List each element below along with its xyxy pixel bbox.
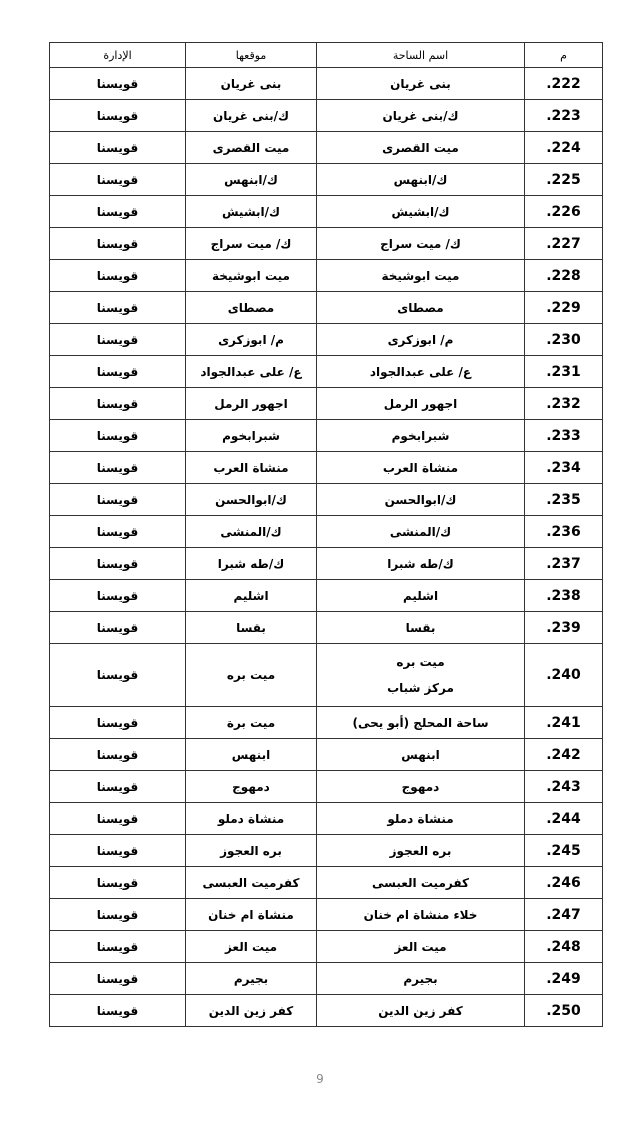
row-number: .237: [525, 548, 603, 580]
row-administration: قويسنا: [50, 899, 186, 931]
table-row: [50, 516, 603, 548]
row-administration: قويسنا: [50, 548, 186, 580]
table-row: [50, 292, 603, 324]
row-administration: قويسنا: [50, 132, 186, 164]
row-number: .236: [525, 516, 603, 548]
row-number: .233: [525, 420, 603, 452]
table-row: [50, 452, 603, 484]
row-administration: قويسنا: [50, 292, 186, 324]
row-square-name: ك/ ميت سراج: [317, 228, 525, 260]
row-location: دمهوج: [186, 771, 317, 803]
row-square-name: ك/ابوالحسن: [317, 484, 525, 516]
table-row: [50, 68, 603, 100]
row-location: شبرابخوم: [186, 420, 317, 452]
row-administration: قويسنا: [50, 164, 186, 196]
table-row: [50, 931, 603, 963]
row-location: بجيرم: [186, 963, 317, 995]
row-number: .239: [525, 612, 603, 644]
header-administration: الإدارة: [50, 43, 186, 68]
header-number: م: [525, 43, 603, 68]
header-square-name: اسم الساحة: [317, 43, 525, 68]
row-square-name: منشاة دملو: [317, 803, 525, 835]
row-number: .228: [525, 260, 603, 292]
row-number: .231: [525, 356, 603, 388]
row-number: .247: [525, 899, 603, 931]
row-square-name: ابنهس: [317, 739, 525, 771]
row-square-name: ك/المنشى: [317, 516, 525, 548]
row-square-name: بره العجوز: [317, 835, 525, 867]
table-row: [50, 963, 603, 995]
row-square-name: ساحة المحلج (أبو يحى): [317, 707, 525, 739]
row-square-name: ك/طه شبرا: [317, 548, 525, 580]
row-administration: قويسنا: [50, 707, 186, 739]
square-name-line-2: مركز شباب: [387, 681, 454, 695]
row-location: ميت بره: [186, 644, 317, 707]
row-administration: قويسنا: [50, 452, 186, 484]
row-number: .238: [525, 580, 603, 612]
table-row: [50, 388, 603, 420]
header-location: موقعها: [186, 43, 317, 68]
row-number: .240: [525, 644, 603, 707]
table-row: [50, 164, 603, 196]
row-square-name: كفرميت العبسى: [317, 867, 525, 899]
row-square-name: بنى غريان: [317, 68, 525, 100]
row-square-name: اجهور الرمل: [317, 388, 525, 420]
row-location: بقسا: [186, 612, 317, 644]
row-location: ك/ابشيش: [186, 196, 317, 228]
row-number: .242: [525, 739, 603, 771]
row-administration: قويسنا: [50, 324, 186, 356]
row-number: .226: [525, 196, 603, 228]
row-administration: قويسنا: [50, 196, 186, 228]
table-row: [50, 867, 603, 899]
row-square-name: ك/ابنهس: [317, 164, 525, 196]
table-row: [50, 260, 603, 292]
row-number: .223: [525, 100, 603, 132]
row-administration: قويسنا: [50, 867, 186, 899]
table-row: [50, 707, 603, 739]
table-row: [50, 356, 603, 388]
row-square-name: شبرابخوم: [317, 420, 525, 452]
table-row: [50, 771, 603, 803]
row-administration: قويسنا: [50, 931, 186, 963]
row-location: ميت ابوشيخة: [186, 260, 317, 292]
row-square-name: [317, 644, 525, 707]
row-number: .248: [525, 931, 603, 963]
row-administration: قويسنا: [50, 580, 186, 612]
table-row: [50, 100, 603, 132]
row-administration: قويسنا: [50, 771, 186, 803]
row-square-name: ع/ على عبدالجواد: [317, 356, 525, 388]
square-name-line-1: ميت بره: [396, 655, 445, 669]
row-location: ابنهس: [186, 739, 317, 771]
row-administration: قويسنا: [50, 484, 186, 516]
table-row: [50, 420, 603, 452]
row-square-name: كفر زين الدين: [317, 995, 525, 1027]
row-location: ك/ابنهس: [186, 164, 317, 196]
row-location: منشاة دملو: [186, 803, 317, 835]
table-row: [50, 803, 603, 835]
row-square-name: ك/بنى غريان: [317, 100, 525, 132]
row-number: .225: [525, 164, 603, 196]
row-number: .245: [525, 835, 603, 867]
table-row: [50, 899, 603, 931]
table-body: [50, 68, 603, 1027]
table-row: [50, 739, 603, 771]
row-location: ك/ابوالحسن: [186, 484, 317, 516]
row-administration: قويسنا: [50, 100, 186, 132]
row-number: .246: [525, 867, 603, 899]
table-row: [50, 228, 603, 260]
row-location: اجهور الرمل: [186, 388, 317, 420]
row-location: مصطاى: [186, 292, 317, 324]
row-location: ك/المنشى: [186, 516, 317, 548]
row-location: ك/بنى غريان: [186, 100, 317, 132]
squares-table: [49, 42, 603, 1027]
row-location: ك/طه شبرا: [186, 548, 317, 580]
row-number: .229: [525, 292, 603, 324]
row-administration: قويسنا: [50, 963, 186, 995]
row-square-name: ك/ابشيش: [317, 196, 525, 228]
row-number: .243: [525, 771, 603, 803]
row-administration: قويسنا: [50, 356, 186, 388]
row-administration: قويسنا: [50, 260, 186, 292]
row-square-name: منشاة العرب: [317, 452, 525, 484]
row-administration: قويسنا: [50, 835, 186, 867]
row-administration: قويسنا: [50, 995, 186, 1027]
row-number: .230: [525, 324, 603, 356]
row-number: .234: [525, 452, 603, 484]
row-number: .235: [525, 484, 603, 516]
row-location: بره العجوز: [186, 835, 317, 867]
row-administration: قويسنا: [50, 644, 186, 707]
row-number: .249: [525, 963, 603, 995]
page-number: 9: [316, 1072, 324, 1086]
table-row: [50, 196, 603, 228]
row-number: .227: [525, 228, 603, 260]
row-number: .222: [525, 68, 603, 100]
row-square-name: ميت العز: [317, 931, 525, 963]
row-administration: قويسنا: [50, 420, 186, 452]
row-square-name: ميت ابوشيخة: [317, 260, 525, 292]
table-row: [50, 324, 603, 356]
row-number: .241: [525, 707, 603, 739]
row-location: ك/ ميت سراج: [186, 228, 317, 260]
table-row: [50, 835, 603, 867]
row-location: ميت العز: [186, 931, 317, 963]
table-row: [50, 644, 603, 707]
table-row: [50, 580, 603, 612]
row-square-name: مصطاى: [317, 292, 525, 324]
row-administration: قويسنا: [50, 803, 186, 835]
row-square-name: م/ ابوزكرى: [317, 324, 525, 356]
row-location: كفرميت العبسى: [186, 867, 317, 899]
row-square-name: خلاء منشاة ام خنان: [317, 899, 525, 931]
table-row: [50, 484, 603, 516]
table-header-row: [50, 43, 603, 68]
row-administration: قويسنا: [50, 388, 186, 420]
row-square-name: دمهوج: [317, 771, 525, 803]
row-location: بنى غريان: [186, 68, 317, 100]
table-row: [50, 132, 603, 164]
row-number: .250: [525, 995, 603, 1027]
row-square-name: بقسا: [317, 612, 525, 644]
row-location: ميت القصرى: [186, 132, 317, 164]
row-administration: قويسنا: [50, 516, 186, 548]
row-number: .232: [525, 388, 603, 420]
row-location: منشاة العرب: [186, 452, 317, 484]
row-square-name: ميت القصرى: [317, 132, 525, 164]
table-row: [50, 612, 603, 644]
row-number: .224: [525, 132, 603, 164]
row-location: منشاة ام خنان: [186, 899, 317, 931]
row-administration: قويسنا: [50, 612, 186, 644]
row-location: ع/ على عبدالجواد: [186, 356, 317, 388]
row-administration: قويسنا: [50, 228, 186, 260]
row-square-name: بجيرم: [317, 963, 525, 995]
row-location: م/ ابوزكرى: [186, 324, 317, 356]
row-location: كفر زين الدين: [186, 995, 317, 1027]
table-row: [50, 995, 603, 1027]
row-location: ميت برة: [186, 707, 317, 739]
row-number: .244: [525, 803, 603, 835]
row-square-name: اشليم: [317, 580, 525, 612]
table-row: [50, 548, 603, 580]
row-administration: قويسنا: [50, 739, 186, 771]
row-location: اشليم: [186, 580, 317, 612]
row-administration: قويسنا: [50, 68, 186, 100]
